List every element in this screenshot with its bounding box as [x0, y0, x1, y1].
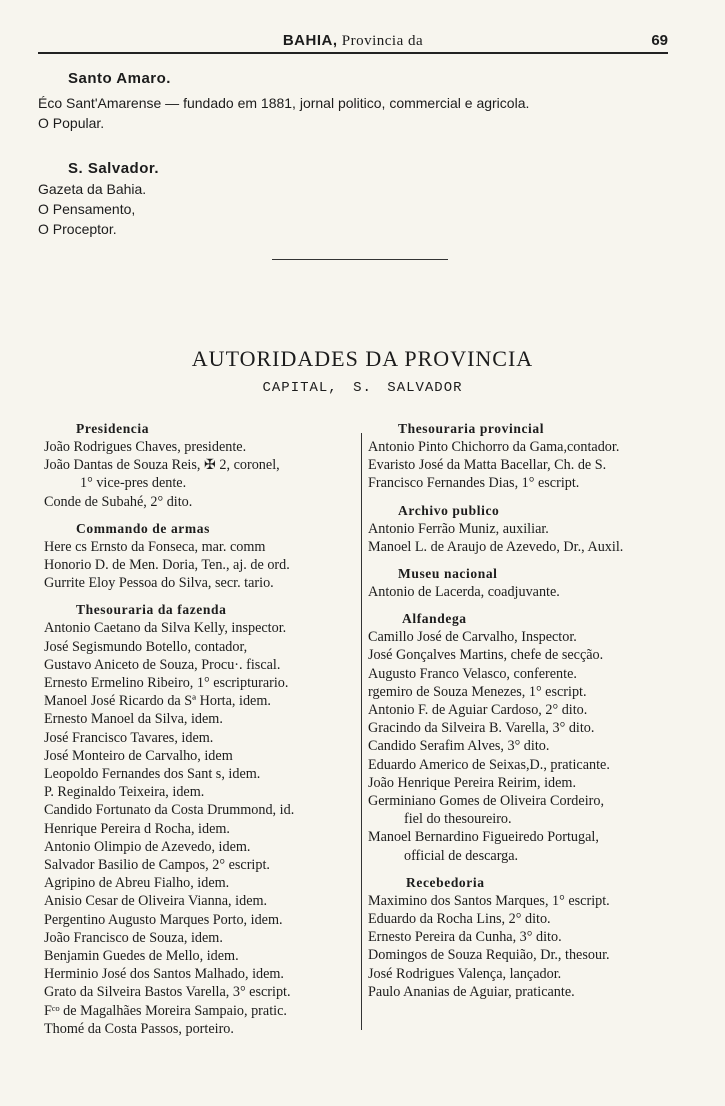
authority-entry: Honorio D. de Men. Doria, Ten., aj. de ord. [44, 557, 290, 574]
authority-entry: Grato da Silveira Bastos Varella, 3° escript. [44, 984, 291, 1001]
authority-entry: Francisco Fernandes Dias, 1° escript. [368, 475, 580, 492]
authority-entry: Candido Fortunato da Costa Drummond, id. [44, 802, 295, 819]
authority-entry: Antonio Ferrão Muniz, auxiliar. [368, 520, 549, 537]
authority-group [368, 565, 686, 601]
authorities-subtitle: CAPITAL, S. SALVADOR [262, 380, 463, 396]
authority-entry: Antonio F. de Aguiar Cardoso, 2° dito. [368, 702, 588, 719]
authority-entry: Candido Serafim Alves, 3° dito. [368, 738, 550, 755]
authority-entry: João Dantas de Souza Reis, ✠ 2, coronel, [44, 457, 280, 474]
page-header [38, 30, 668, 54]
authority-entry: Benjamin Guedes de Mello, idem. [44, 948, 239, 965]
authority-entry: Antonio Pinto Chichorro da Gama,contador. [368, 439, 620, 455]
authority-entry: Gustavo Aniceto de Souza, Procu·. fiscal. [44, 656, 281, 673]
authority-group [368, 502, 686, 556]
authority-entry: Henrique Pereira d Rocha, idem. [44, 820, 230, 837]
authority-entry: Antonio de Lacerda, coadjuvante. [368, 584, 560, 601]
sao-salvador-line: Gazeta da Bahia. [38, 181, 147, 197]
authority-entry: Germiniano Gomes de Oliveira Cordeiro, [368, 793, 604, 810]
authority-entry: Salvador Basilio de Campos, 2° escript. [44, 857, 270, 874]
sao-salvador-line: O Pensamento, [38, 201, 136, 217]
authority-entry: Conde de Subahé, 2° dito. [44, 493, 193, 510]
authorities-title: AUTORIDADES DA PROVINCIA [191, 346, 534, 371]
authority-entry: João Henrique Pereira Reirim, idem. [368, 774, 577, 791]
authority-entry: Manoel José Ricardo da Sª Horta, idem. [44, 693, 271, 710]
authority-entry: Manoel L. de Araujo de Azevedo, Dr., Auxil. [368, 538, 624, 555]
authority-entry: Gurrite Eloy Pessoa do Silva, secr. tario. [44, 575, 274, 592]
authority-group [368, 874, 686, 1001]
authority-entry: Antonio Caetano da Silva Kelly, inspector. [44, 620, 287, 637]
authority-entry: Gracindo da Silveira B. Varella, 3° dito. [368, 720, 595, 737]
column-rule [361, 433, 362, 1030]
authority-entry: fiel do thesoureiro. [404, 811, 512, 828]
left-column [44, 420, 360, 1047]
authority-entry: Leopoldo Fernandes dos Sant s, idem. [44, 766, 261, 783]
authority-group [44, 420, 360, 511]
authority-entry: Pergentino Augusto Marques Porto, idem. [44, 911, 283, 928]
authority-entry: Antonio Olimpio de Azevedo, idem. [44, 838, 251, 855]
authority-entry: Thomé da Costa Passos, porteiro. [44, 1020, 234, 1037]
authority-group [44, 520, 360, 593]
authority-entry: Fᶜᵒ de Magalhães Moreira Sampaio, pratic. [44, 1002, 287, 1019]
authority-entry: José Monteiro de Carvalho, idem [44, 747, 233, 764]
authority-entry: Ernesto Pereira da Cunha, 3° dito. [368, 929, 562, 946]
authority-entry: rgemiro de Souza Menezes, 1° escript. [368, 683, 587, 700]
authority-entry: Paulo Ananias de Aguiar, praticante. [368, 983, 575, 1000]
group-heading: Commando de armas [76, 520, 210, 536]
santo-amaro-line: O Popular. [38, 115, 105, 131]
authority-group [368, 420, 686, 493]
santo-amaro-line: Éco Sant'Amarense — fundado em 1881, jornal politico, commercial e agricola. [38, 95, 530, 111]
authority-entry: José Segismundo Botello, contador, [44, 638, 248, 655]
authority-entry: Augusto Franco Velasco, conferente. [368, 665, 577, 682]
authority-entry: 1° vice-pres dente. [80, 475, 187, 492]
authority-entry: Agripino de Abreu Fialho, idem. [44, 875, 230, 892]
authority-entry: Maximino dos Santos Marques, 1° escript. [368, 892, 610, 909]
page-number: 69 [651, 32, 668, 49]
group-heading: Recebedoria [406, 874, 485, 890]
authority-entry: João Francisco de Souza, idem. [44, 929, 223, 946]
group-heading: Museu nacional [398, 566, 498, 582]
running-title-bold: BAHIA, [282, 32, 338, 49]
sao-salvador-section [38, 160, 678, 239]
authority-group [44, 601, 360, 1038]
section-divider [272, 259, 448, 260]
authority-entry: José Gonçalves Martins, chefe de secção. [368, 647, 604, 664]
authority-entry: Anisio Cesar de Oliveira Vianna, idem. [44, 893, 268, 910]
authority-entry: José Rodrigues Valença, lançador. [368, 965, 562, 982]
santo-amaro-title: Santo Amaro. [68, 70, 171, 87]
authority-entry: José Francisco Tavares, idem. [44, 729, 214, 746]
running-title-rest: Provincia da [337, 33, 424, 49]
authority-entry: Evaristo José da Matta Bacellar, Ch. de S. [368, 457, 607, 474]
group-heading: Archivo publico [398, 502, 500, 518]
group-heading: Alfandega [402, 611, 467, 627]
authority-entry: P. Reginaldo Teixeira, idem. [44, 784, 205, 801]
running-title [38, 32, 668, 50]
authority-entry: Domingos de Souza Requião, Dr., thesour. [368, 947, 610, 964]
group-heading: Thesouraria da fazenda [76, 602, 227, 618]
authority-entry: Ernesto Manoel da Silva, idem. [44, 711, 223, 728]
authority-entry: Here cs Ernsto da Fonseca, mar. comm [44, 538, 266, 555]
authority-entry: Camillo José de Carvalho, Inspector. [368, 629, 577, 646]
authority-group [368, 610, 686, 865]
right-column [368, 420, 686, 1010]
santo-amaro-section [38, 70, 678, 133]
authority-entry: Manoel Bernardino Figueiredo Portugal, [368, 829, 599, 846]
sao-salvador-title: S. Salvador. [68, 160, 160, 177]
authority-entry: João Rodrigues Chaves, presidente. [44, 439, 247, 455]
authority-entry: Ernesto Ermelino Ribeiro, 1° escripturario. [44, 675, 289, 692]
sao-salvador-line: O Proceptor. [38, 221, 117, 237]
authority-entry: Herminio José dos Santos Malhado, idem. [44, 966, 284, 983]
authority-entry: Eduardo da Rocha Lins, 2° dito. [368, 911, 551, 928]
group-heading: Presidencia [76, 421, 150, 436]
authority-entry: official de descarga. [404, 847, 519, 864]
authority-entry: Eduardo Americo de Seixas,D., praticante. [368, 756, 610, 773]
group-heading: Thesouraria provincial [398, 421, 545, 436]
